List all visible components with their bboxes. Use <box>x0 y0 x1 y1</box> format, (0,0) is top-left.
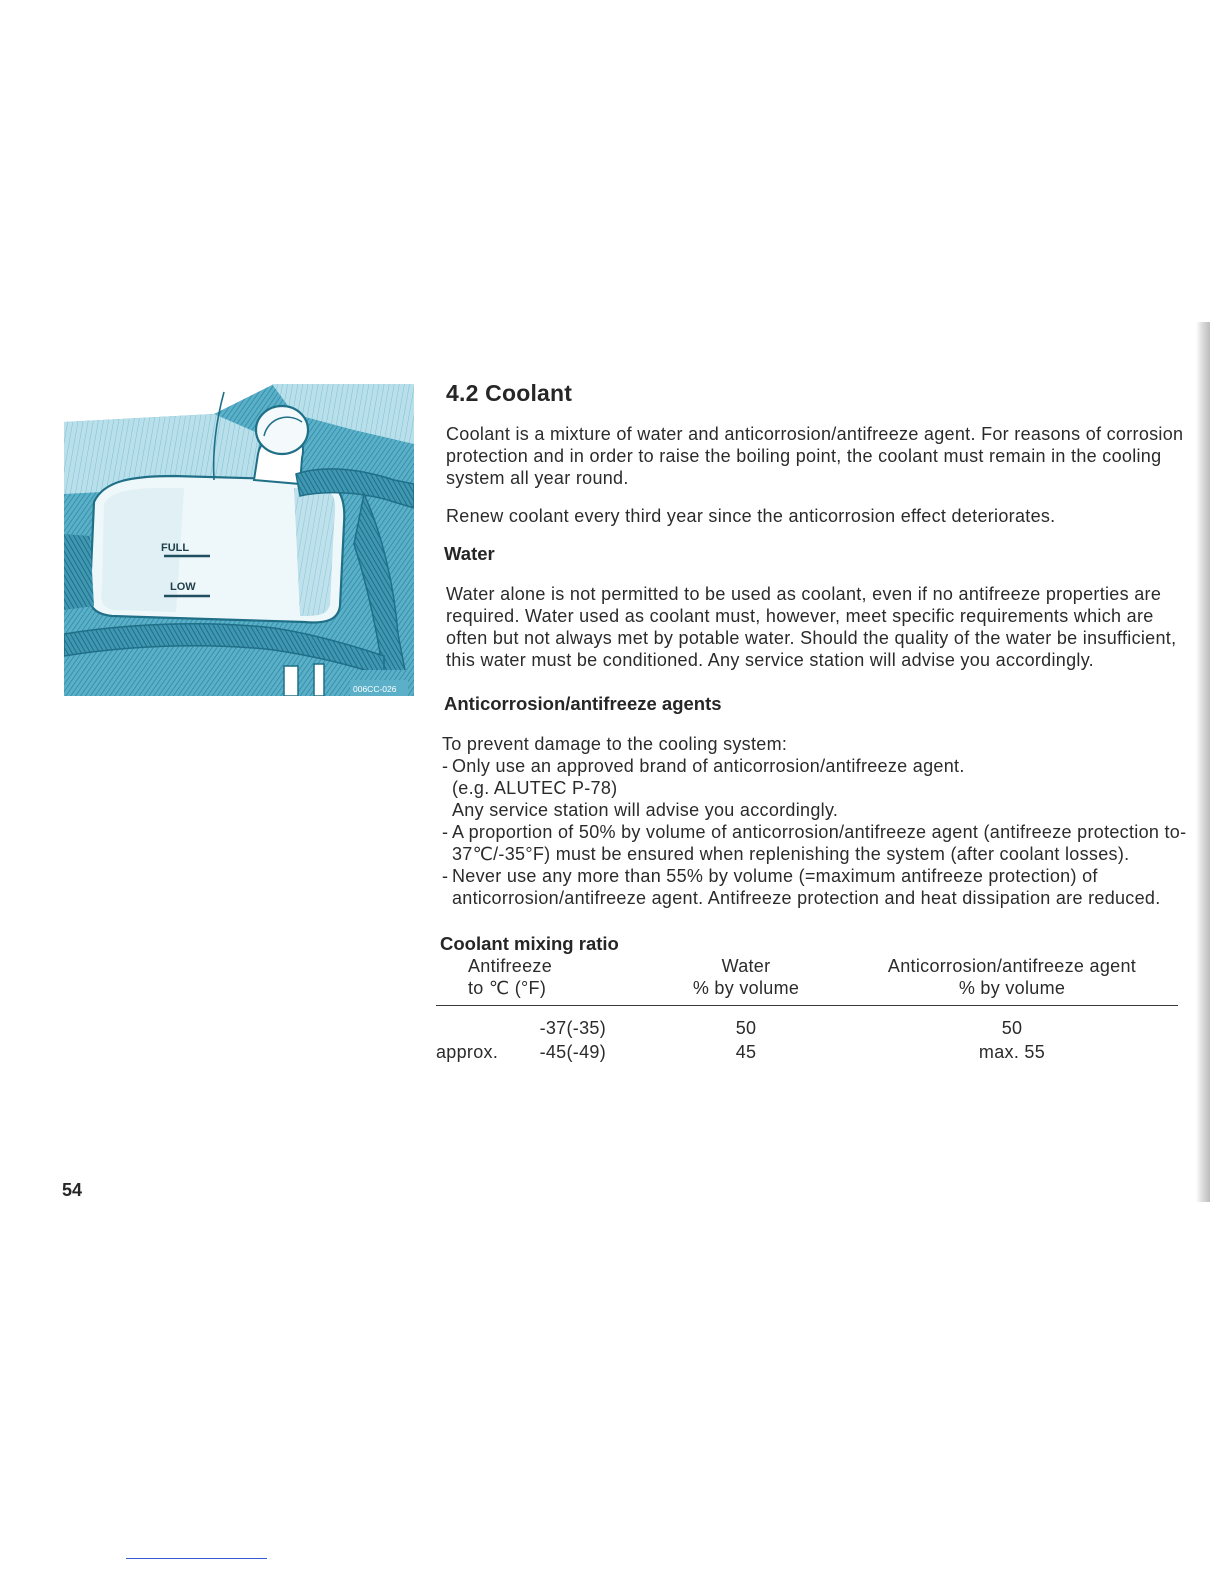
agents-intro: To prevent damage to the cooling system: <box>442 734 788 754</box>
header-agent-line1: Anticorrosion/antifreeze agent <box>887 956 1137 976</box>
header-antifreeze <box>436 955 646 1006</box>
list-item-text: Only use an approved brand of anticorrosion/antifreeze agent. <box>452 756 965 776</box>
cell-antifreeze <box>436 1006 646 1041</box>
header-water-line2: % by volume <box>692 978 800 998</box>
agents-heading: Anticorrosion/antifreeze agents <box>444 693 722 714</box>
water-heading: Water <box>444 543 495 564</box>
bottom-link-underline <box>126 1558 267 1559</box>
header-agent <box>846 955 1178 1006</box>
list-item <box>442 821 1188 865</box>
cell-antifreeze <box>436 1040 646 1064</box>
list-item-note: Any service station will advise you accordingly. <box>452 800 839 820</box>
list-item-example: (e.g. ALUTEC P-78) <box>452 778 618 798</box>
page-edge-shadow <box>1196 322 1210 1202</box>
coolant-reservoir-illustration <box>64 384 414 696</box>
dash-marker: - <box>442 822 449 842</box>
agents-list <box>442 755 1188 909</box>
full-mark-label: FULL <box>161 542 190 554</box>
water-paragraph: Water alone is not permitted to be used as coolant, even if no antifreeze properties are required. Water used as coolant must, however, meet specific requirements which are often but not always met by potable water. Should the quality of the water be insufficient, this water must be conditioned. Any service station will advise you accordingly. <box>446 584 1177 670</box>
list-item <box>442 865 1188 909</box>
table-header-row <box>436 955 1178 1006</box>
cell-water: 50 <box>735 1018 757 1038</box>
cell-water: 45 <box>735 1042 757 1062</box>
list-item-text: A proportion of 50% by volume of anticorrosion/antifreeze agent (antifreeze protection to-37℃/-35°F) must be ensured when replenishing the system (after coolant losses). <box>452 822 1187 864</box>
table-row <box>436 1040 1178 1064</box>
header-water-line1: Water <box>721 956 771 976</box>
dash-marker: - <box>442 866 449 886</box>
mixing-table-title: Coolant mixing ratio <box>440 933 619 954</box>
dash-marker: - <box>442 756 449 776</box>
cell-temperature: -45(-49) <box>539 1042 606 1062</box>
main-text-column <box>436 380 1188 1064</box>
low-mark-label: LOW <box>170 581 196 593</box>
header-antifreeze-line2: to ℃ (°F) <box>468 978 547 998</box>
header-antifreeze-line1: Antifreeze <box>468 956 553 976</box>
list-item <box>442 755 1188 821</box>
page-number: 54 <box>62 1180 83 1200</box>
intro-paragraph-2: Renew coolant every third year since the anticorrosion effect deteriorates. <box>446 506 1056 526</box>
header-water <box>646 955 846 1006</box>
header-agent-line2: % by volume <box>958 978 1066 998</box>
section-title: 4.2 Coolant <box>446 380 573 406</box>
table-row <box>436 1006 1178 1041</box>
cell-temperature: -37(-35) <box>539 1018 606 1038</box>
intro-paragraph-1: Coolant is a mixture of water and anticorrosion/antifreeze agent. For reasons of corrosion protection and in order to raise the boiling point, the coolant must remain in the cooling system all year round. <box>446 424 1184 488</box>
cell-agent: max. 55 <box>978 1042 1046 1062</box>
figure-code: 006CC-026 <box>353 684 397 694</box>
coolant-mixing-table <box>436 955 1178 1064</box>
list-item-text: Never use any more than 55% by volume (=maximum antifreeze protection) of anticorrosion/antifreeze agent. Antifreeze protection and heat dissipation are reduced. <box>452 866 1161 908</box>
cell-agent: 50 <box>1001 1018 1023 1038</box>
cell-prefix: approx. <box>436 1042 499 1062</box>
